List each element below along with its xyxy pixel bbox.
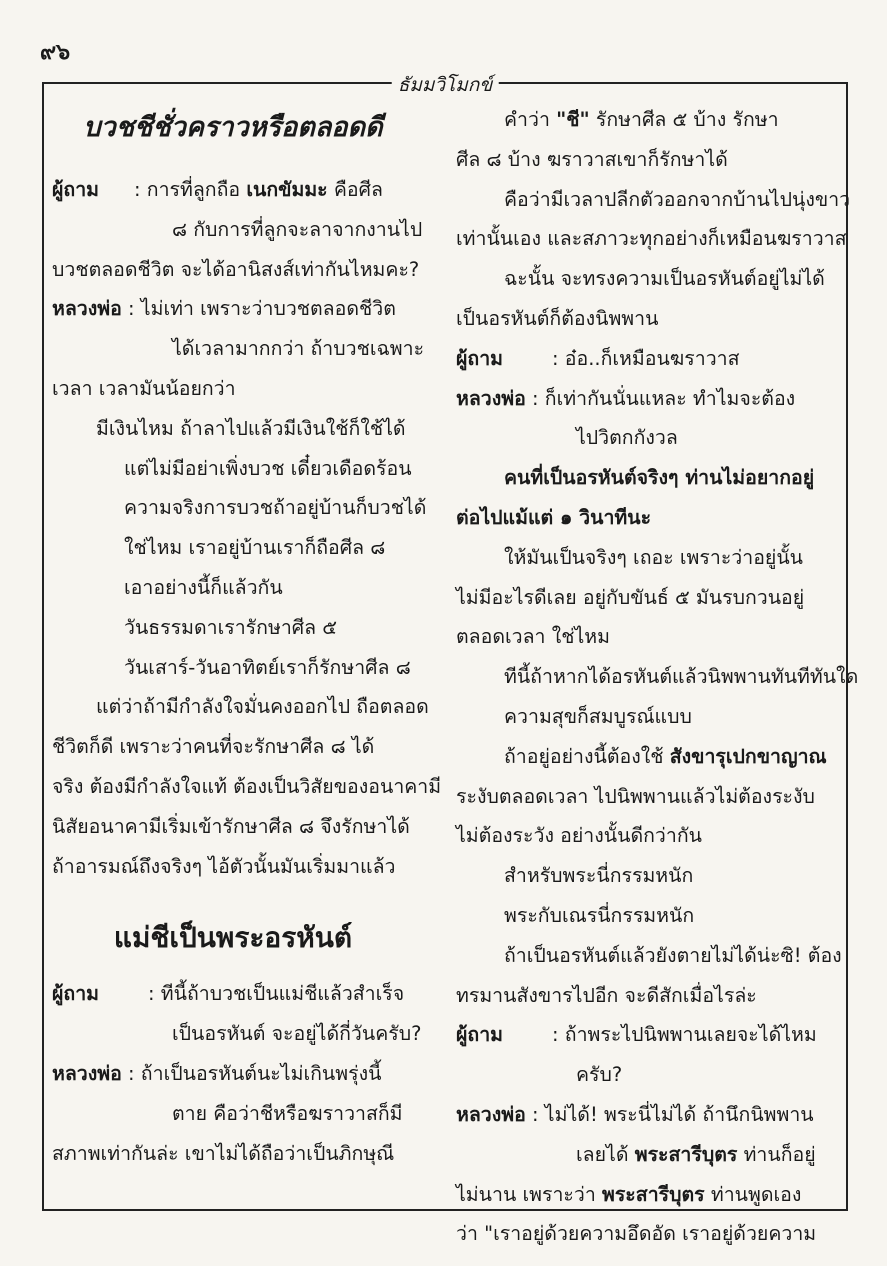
text-line: ถ้าอารมณ์ถึงจริงๆ ไอ้ตัวนั้นมันเริ่มมาแล้ว [52, 854, 396, 878]
text-line: เวลา เวลามันน้อยกว่า [52, 376, 236, 400]
text-line: ว่า "เราอยู่ด้วยความอึดอัด เราอยู่ด้วยความ [456, 1222, 817, 1246]
left-column [52, 100, 442, 1173]
text-line: เป็นอรหันต์ก็ต้องนิพพาน [456, 306, 659, 330]
text-line: ระงับตลอดเวลา ไปนิพพานแล้วไม่ต้องระงับ [456, 784, 815, 808]
bold-term: คนที่เป็นอรหันต์จริงๆ ท่านไม่อยากอยู่ [504, 466, 815, 490]
text-span: ถ้าอยู่อย่างนี้ต้องใช้ [504, 744, 670, 768]
bold-term: พระสารีบุตร [601, 1182, 705, 1206]
speaker-label: หลวงพ่อ [52, 1061, 122, 1085]
bold-term: สังขารุเปกขาญาณ [669, 744, 827, 768]
text-line: มีเงินไหม ถ้าลาไปแล้วมีเงินใช้ก็ใช้ได้ [96, 416, 406, 440]
text-line [456, 1095, 818, 1135]
text-line: วันเสาร์-วันอาทิตย์เราก็รักษาศีล ๘ [124, 655, 411, 679]
text-line: ได้เวลามากกว่า ถ้าบวชเฉพาะ [172, 337, 425, 361]
text-line: สำหรับพระนี่กรรมหนัก [504, 864, 694, 888]
text-line: แต่ไม่มีอย่าเพิ่งบวช เดี๋ยวเดือดร้อน [124, 456, 412, 480]
text-line: ถ้าเป็นอรหันต์แล้วยังตายไม่ได้น่ะซิ! ต้อง [504, 943, 842, 967]
text-line: ครับ? [576, 1063, 623, 1087]
text-span: ไม่นาน เพราะว่า [456, 1182, 602, 1206]
text-line: ไม่มีอะไรดีเลย อยู่กับขันธ์ ๕ มันรบกวนอยู่ [456, 585, 805, 609]
text-line: บวชตลอดชีวิต จะได้อานิสงส์เท่ากันไหมคะ? [52, 257, 420, 281]
speaker-label: ผู้ถาม [456, 346, 504, 370]
text-line [456, 100, 818, 140]
text-span: ท่านก็อยู่ [737, 1142, 816, 1166]
section-heading-nun-arahant: แม่ชีเป็นพระอรหันต์ [113, 921, 353, 955]
text-line: ๘ กับการที่ลูกจะลาจากงานไป [172, 217, 423, 241]
text-span: : ทีนี้ถ้าบวชเป็นแม่ชีแล้วสำเร็จ [148, 982, 405, 1006]
text-span: : ก็เท่ากันนั่นแหละ ทำไมจะต้อง [525, 386, 796, 410]
text-line: แต่ว่าถ้ามีกำลังใจมั่นคงออกไป ถือตลอด [96, 695, 429, 719]
text-line [52, 170, 414, 210]
text-line: ให้มันเป็นจริงๆ เถอะ เพราะว่าอยู่นั้น [504, 545, 803, 569]
text-span: คำว่า [504, 108, 557, 131]
text-line: ความจริงการบวชถ้าอยู่บ้านก็บวชได้ [124, 496, 427, 520]
text-line: นิสัยอนาคามีเริ่มเข้ารักษาศีล ๘ จึงรักษาได้ [52, 814, 410, 838]
text-line [456, 1175, 818, 1215]
text-line: ตลอดเวลา ใช่ไหม [456, 625, 610, 649]
text-span: ท่านพูดเอง [704, 1182, 802, 1206]
text-line: ศีล ๘ บ้าง ฆราวาสเขาก็รักษาได้ [456, 147, 728, 171]
text-line: ทรมานสังขารไปอีก จะดีสักเมื่อไรล่ะ [456, 983, 757, 1007]
text-line: ฉะนั้น จะทรงความเป็นอรหันต์อยู่ไม่ได้ [504, 267, 825, 291]
text-line: เอาอย่างนี้ก็แล้วกัน [124, 575, 283, 599]
text-line [456, 339, 818, 379]
bold-term: "ชี" [556, 108, 590, 131]
text-line: ตาย คือว่าชีหรือฆราวาสก็มี [172, 1101, 403, 1125]
text-line: สภาพเท่ากันล่ะ เขาไม่ได้ถือว่าเป็นภิกษุณี [52, 1141, 395, 1165]
text-line: พระกับเณรนี่กรรมหนัก [504, 903, 695, 927]
text-span: : ไม่ได้! พระนี่ไม่ได้ ถ้านึกนิพพาน [525, 1102, 814, 1126]
text-frame [42, 74, 859, 1246]
text-line [456, 1015, 818, 1055]
text-line: ไม่ต้องระวัง อย่างนั้นดีกว่ากัน [456, 824, 702, 848]
text-line: ใช่ไหม เราอยู่บ้านเราก็ถือศีล ๘ [124, 536, 386, 560]
text-line [456, 379, 818, 419]
text-line [52, 974, 414, 1014]
text-line: ชีวิตก็ดี เพราะว่าคนที่จะรักษาศีล ๘ ได้ [52, 735, 375, 759]
text-line: ความสุขก็สมบูรณ์แบบ [504, 704, 692, 728]
section-heading-ordination: บวชชีชั่วคราวหรือตลอดดี [83, 112, 383, 143]
text-line [52, 1054, 414, 1094]
text-span: รักษาศีล ๕ บ้าง รักษา [589, 108, 779, 131]
speaker-label: ผู้ถาม [456, 1023, 504, 1047]
text-line: เท่านั้นเอง และสภาวะทุกอย่างก็เหมือนฆราวาส [456, 227, 847, 251]
text-span: เลยได้ [576, 1142, 635, 1166]
speaker-label: ผู้ถาม [52, 982, 100, 1006]
text-span: คือศีล [327, 178, 383, 201]
text-line: ทีนี้ถ้าหากได้อรหันต์แล้วนิพพานทันทีทันใด [504, 665, 859, 689]
running-head: ธัมมวิโมกข์ [392, 70, 499, 100]
text-line: วันธรรมดาเรารักษาศีล ๕ [124, 615, 338, 639]
text-line: เป็นอรหันต์ จะอยู่ได้กี่วันครับ? [172, 1022, 422, 1046]
speaker-label: ผู้ถาม [52, 178, 100, 201]
text-span: : ถ้าพระไปนิพพานเลยจะได้ไหม [552, 1023, 817, 1047]
speaker-label: หลวงพ่อ [456, 386, 526, 410]
speaker-label: หลวงพ่อ [52, 297, 122, 321]
text-span: : การที่ลูกถือ [134, 178, 247, 201]
text-line [456, 458, 818, 498]
text-line [52, 289, 414, 329]
text-line [456, 1135, 818, 1175]
bold-term: เนกขัมมะ [246, 178, 328, 201]
speaker-label: หลวงพ่อ [456, 1102, 526, 1126]
text-span: : ไม่เท่า เพราะว่าบวชตลอดชีวิต [121, 297, 396, 321]
text-line: จริง ต้องมีกำลังใจแท้ ต้องเป็นวิสัยของอนาคามี [52, 774, 442, 798]
bold-term: พระสารีบุตร [634, 1142, 738, 1166]
text-line [456, 498, 818, 538]
text-line [456, 737, 827, 777]
page-number: ๙๖ [40, 40, 71, 65]
right-column [456, 100, 859, 1254]
text-line: ไปวิตกกังวล [576, 426, 678, 450]
text-span: : อ๋อ..ก็เหมือนฆราวาส [552, 346, 740, 370]
bold-term: ต่อไปแม้แต่ ๑ วินาทีนะ [456, 505, 652, 529]
text-line: คือว่ามีเวลาปลีกตัวออกจากบ้านไปนุ่งขาว [504, 187, 851, 211]
text-span: : ถ้าเป็นอรหันต์นะไม่เกินพรุ่งนี้ [121, 1061, 382, 1085]
